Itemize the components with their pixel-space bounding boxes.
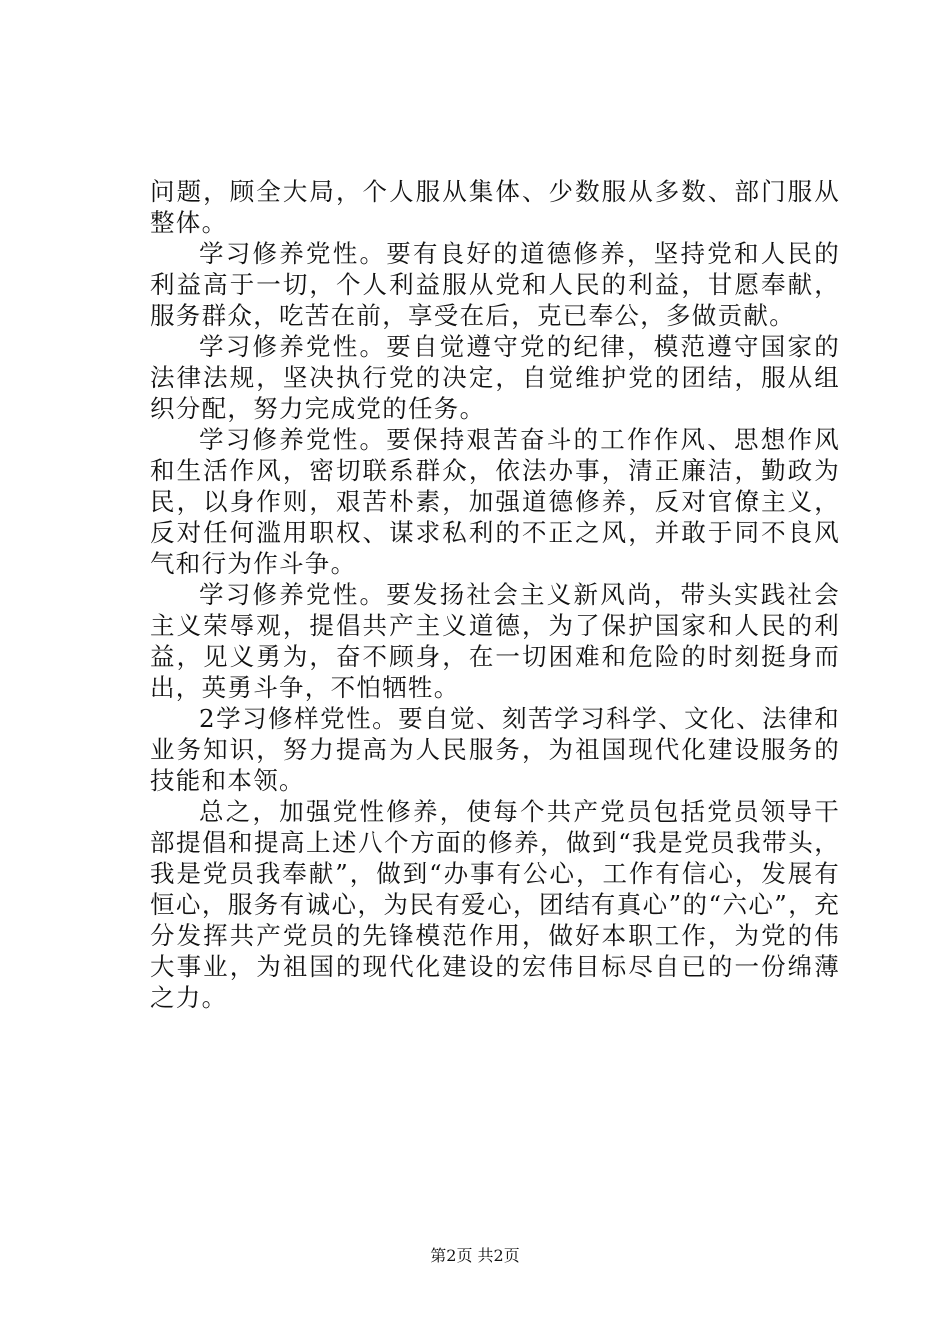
paragraph-2: 学习修养党性。要有良好的道德修养，坚持党和人民的利益高于一切，个人利益服从党和人民的利益，甘愿奉献，服务群众，吃苦在前，享受在后，克已奉公，多做贡献。 (150, 239, 840, 330)
paragraph-3: 学习修养党性。要自觉遵守党的纪律，模范遵守国家的法律法规，坚决执行党的决定，自觉维护党的团结，服从组织分配，努力完成党的任务。 (150, 332, 840, 423)
document-body (150, 176, 840, 1013)
paragraph-4: 学习修养党性。要保持艰苦奋斗的工作作风、思想作风和生活作风，密切联系群众，依法办事，清正廉洁，勤政为民，以身作则，艰苦朴素，加强道德修养，反对官僚主义，反对任何滥用职权、谋求私利的不正之风，并敢于同不良风气和行为作斗争。 (150, 425, 840, 578)
paragraph-7: 总之，加强党性修养，使每个共产党员包括党员领导干部提倡和提高上述八个方面的修养，做到“我是党员我带头，我是党员我奉献”，做到“办事有公心，工作有信心，发展有恒心，服务有诚心，为民有爱心，团结有真心”的“六心”，充分发挥共产党员的先锋模范作用，做好本职工作，为党的伟大事业，为祖国的现代化建设的宏伟目标尽自已的一份绵薄之力。 (150, 797, 840, 1012)
paragraph-6: 2学习修样党性。要自觉、刻苦学习科学、文化、法律和业务知识，努力提高为人民服务，为祖国现代化建设服务的技能和本领。 (150, 704, 840, 795)
paragraph-1: 问题，顾全大局，个人服从集体、少数服从多数、部门服从整体。 (150, 177, 840, 237)
page-number-label: 第2页 共2页 (430, 1246, 520, 1265)
paragraph-5: 学习修养党性。要发扬社会主义新风尚，带头实践社会主义荣辱观，提倡共产主义道德，为了保护国家和人民的利益，见义勇为，奋不顾身，在一切困难和危险的时刻挺身而出，英勇斗争，不怕牺牲。 (150, 580, 840, 702)
page-footer (0, 1246, 950, 1266)
